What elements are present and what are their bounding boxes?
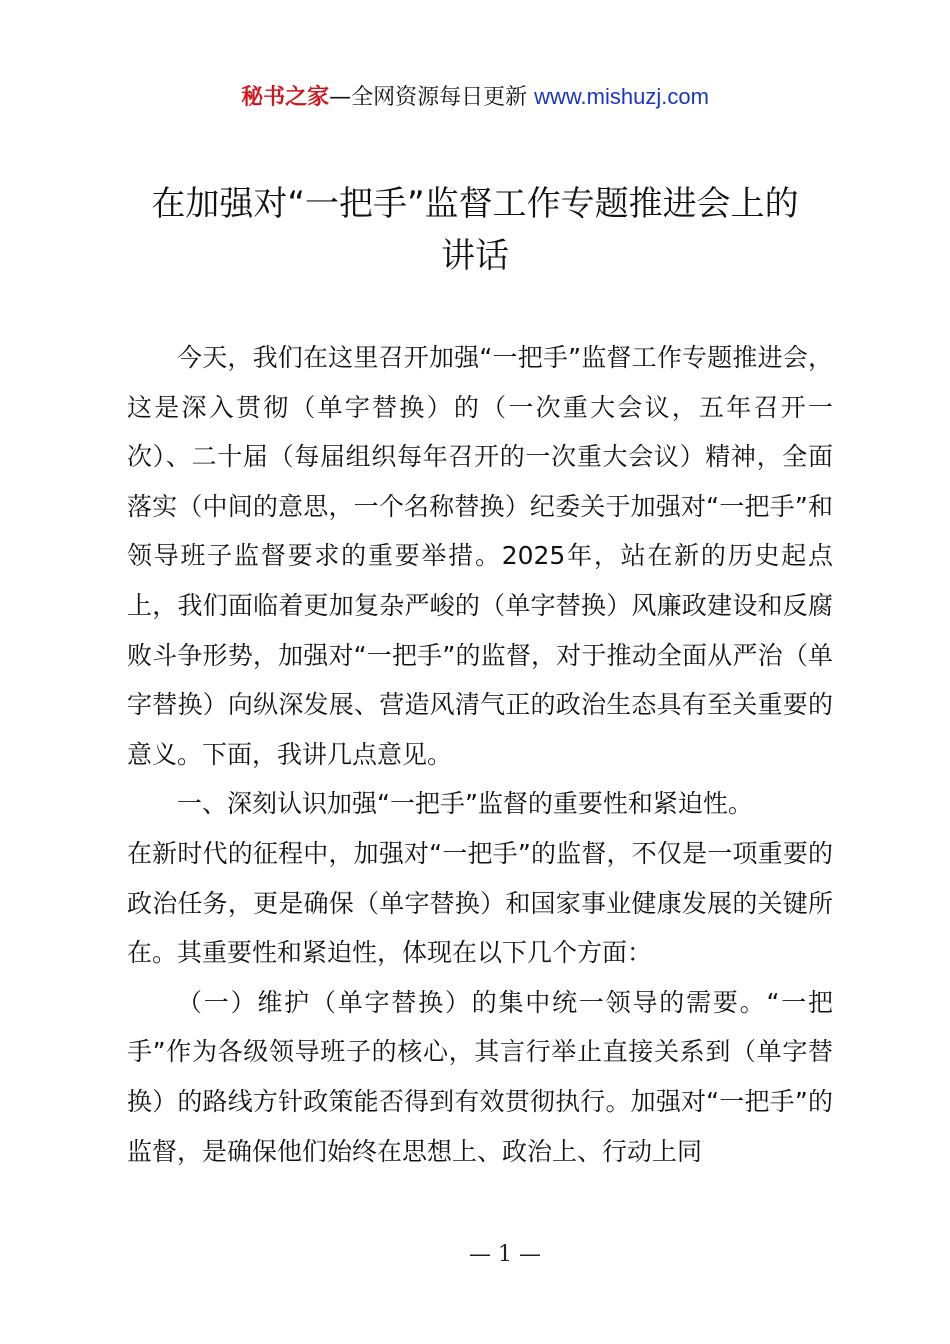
title-line-1: 在加强对“一把手”监督工作专题推进会上的 [151,184,799,224]
document-body [127,333,833,1176]
site-header [0,80,950,115]
subsection-1-paragraph: （一）维护（单字替换）的集中统一领导的需要。“一把手”作为各级领导班子的核心，其言行举止直接关系到（单字替换）的路线方针政策能否得到有效贯彻执行。加强对“一把手”的监督，是确保他们始终在思想上、政治上、行动上同 [127,987,833,1166]
brand-name: 秘书之家 [241,85,330,110]
section-heading-1: 一、深刻认识加强“一把手”监督的重要性和紧迫性。 [177,789,753,819]
title-line-2: 讲话 [441,236,509,276]
site-url[interactable]: www.mishuzj.com [534,84,709,109]
document-title [0,178,950,282]
section-1-paragraph: 在新时代的征程中，加强对“一把手”的监督，不仅是一项重要的政治任务，更是确保（单字替换）和国家事业健康发展的关键所在。其重要性和紧迫性，体现在以下几个方面： [127,838,833,968]
intro-paragraph: 今天，我们在这里召开加强“一把手”监督工作专题推进会，这是深入贯彻（单字替换）的（一次重大会议，五年召开一次）、二十届（每届组织每年召开的一次重大会议）精神，全面落实（中间的意思，一个名称替换）纪委关于加强对“一把手”和领导班子监督要求的重要举措。2025年，站在新的历史起点上，我们面临着更加复杂严峻的（单字替换）风廉政建设和反腐败斗争形势，加强对“一把手”的监督，对于推动全面从严治（单字替换）向纵深发展、营造风清气正的政治生态具有至关重要的意义。下面，我讲几点意见。 [127,343,833,769]
site-tagline: —全网资源每日更新 [329,85,528,110]
page-number: — 1 — [469,1242,541,1267]
